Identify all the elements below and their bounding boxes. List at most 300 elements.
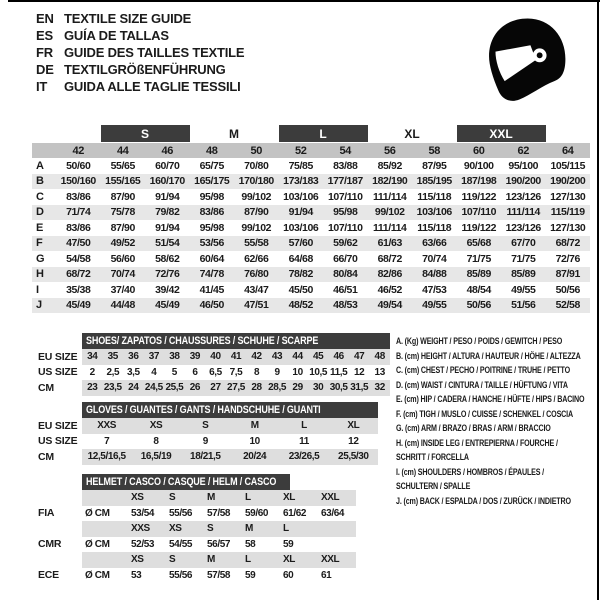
measurement-value: 78/82 <box>288 268 313 281</box>
measurement-value: 115/119 <box>550 206 585 219</box>
measurement-row <box>32 158 590 174</box>
table-title-text: SHOES/ ZAPATOS / CHAUSSURES / SCHUHE / SCARPE <box>86 335 319 347</box>
row-label: US SIZE <box>38 435 78 448</box>
helmet-size-label: M <box>204 490 242 506</box>
shoes-table <box>30 333 390 396</box>
helmet-size-label: XL <box>280 490 318 506</box>
size-band-xxl: XXL <box>457 125 546 142</box>
measurement-value: 107/110 <box>461 206 497 219</box>
size-value: 26 <box>185 380 206 396</box>
measurement-value: 66/70 <box>333 252 358 265</box>
size-value: 8 <box>253 366 260 378</box>
unit-label: Ø CM <box>85 538 110 550</box>
measurement-value: 68/72 <box>555 237 580 250</box>
measurement-value: 160/170 <box>149 175 185 188</box>
language-code: IT <box>36 79 48 94</box>
measurement-value: 187/198 <box>461 175 497 188</box>
measurement-value: 71/75 <box>466 252 491 265</box>
measurement-legend <box>396 335 597 509</box>
helmet-size-label: M <box>242 521 280 537</box>
size-column-header: 42 <box>72 144 84 157</box>
measurement-value: 60/64 <box>199 252 224 265</box>
helmet-size-label: L <box>280 521 318 537</box>
row-label: FIA <box>38 507 55 520</box>
size-value: 7,5 <box>229 366 243 378</box>
helmet-size-value: 60 <box>283 569 294 581</box>
legend-item <box>396 350 597 365</box>
size-value: 28 <box>246 380 267 396</box>
helmet-size-row <box>30 552 382 568</box>
size-value: 2,5 <box>106 366 120 378</box>
size-value: 43 <box>267 349 288 365</box>
table-title-text: HELMET / CASCO / CASQUE / HELM / CASCO <box>86 476 277 488</box>
measurement-value: 70/74 <box>422 252 447 265</box>
helmet-size-value: 56/57 <box>207 538 231 550</box>
size-value: 9 <box>202 435 208 447</box>
measurement-value: 61/63 <box>377 237 402 250</box>
legend-item <box>396 466 597 495</box>
row-label: US SIZE <box>38 366 78 379</box>
size-value: 11,5 <box>330 366 348 378</box>
measurement-value: 87/90 <box>110 221 135 234</box>
measurement-value: 50/56 <box>555 283 580 296</box>
size-row <box>30 434 378 450</box>
measurement-row <box>32 220 590 236</box>
unit-spacer <box>82 490 128 506</box>
size-value: 27,5 <box>226 380 247 396</box>
size-value: 6 <box>192 366 198 378</box>
size-value: 2 <box>89 366 95 378</box>
measurement-value: 58/62 <box>155 252 180 265</box>
measurement-value: 49/55 <box>511 283 536 296</box>
unit-spacer <box>82 552 128 568</box>
size-value: 4 <box>151 366 157 378</box>
size-value: 16,5/19 <box>131 449 180 465</box>
size-value: M <box>230 418 279 434</box>
language-code: FR <box>36 45 53 60</box>
legend-line: H. (cm) INSIDE LEG / ENTREPIERNA / FOURCHE / <box>396 437 558 449</box>
measurement-value: 55/65 <box>110 159 135 172</box>
helmet-size-label: XS <box>128 552 166 568</box>
helmet-size-value: 53/54 <box>131 507 155 519</box>
measurement-value: 119/122 <box>461 190 497 203</box>
measurement-value: 103/106 <box>283 190 319 203</box>
row-label: ECE <box>38 569 59 582</box>
measurement-value: 83/86 <box>66 190 91 203</box>
row-label: EU SIZE <box>38 350 78 363</box>
size-value: 10,5 <box>309 366 328 378</box>
size-value: 5 <box>171 366 177 378</box>
size-value: 42 <box>246 349 267 365</box>
size-value: 28,5 <box>267 380 288 396</box>
measurement-value: 55/58 <box>244 237 269 250</box>
size-value: 13 <box>374 366 385 378</box>
legend-line: I. (cm) SHOULDERS / HOMBROS / ÉPAULES / <box>396 466 545 478</box>
measurement-value: 87/95 <box>422 159 447 172</box>
helmet-size-value: 57/58 <box>207 507 231 519</box>
measurement-value: 127/130 <box>550 190 586 203</box>
measurement-value: 83/86 <box>66 221 91 234</box>
size-value: 34 <box>82 349 103 365</box>
measurement-value: 115/118 <box>417 190 452 203</box>
size-value: 36 <box>123 349 144 365</box>
size-value: 12 <box>354 366 365 378</box>
language-title: TEXTILE SIZE GUIDE <box>64 11 192 26</box>
measurement-value: 47/53 <box>422 283 447 296</box>
measurement-value: 48/52 <box>288 299 313 312</box>
helmet-size-label <box>318 521 356 537</box>
measurement-value: 80/84 <box>333 268 358 281</box>
helmet-size-value: 59 <box>245 569 256 581</box>
measurement-value: 91/94 <box>155 190 180 203</box>
measurement-value: 41/45 <box>199 283 224 296</box>
size-value: 23 <box>82 380 103 396</box>
measurement-value: 52/58 <box>555 299 580 312</box>
measurement-value: 45/50 <box>288 283 313 296</box>
measurement-value: 56/60 <box>110 252 135 265</box>
measurement-value: 47/51 <box>244 299 269 312</box>
helmet-icon <box>478 13 570 105</box>
size-band-m: M <box>229 126 239 141</box>
measurement-value: 48/54 <box>466 283 491 296</box>
size-value: 38 <box>164 349 185 365</box>
measurement-value: 68/72 <box>377 252 402 265</box>
gloves-table <box>30 402 378 465</box>
measurement-value: 99/102 <box>374 206 405 219</box>
language-list <box>36 10 244 95</box>
measurement-value: 83/88 <box>333 159 358 172</box>
size-value: 23,5 <box>103 380 124 396</box>
helmet-size-label: XXS <box>128 521 166 537</box>
helmet-size-label: XXL <box>318 490 356 506</box>
unit-label: Ø CM <box>85 507 110 519</box>
measurement-value: 46/51 <box>333 283 358 296</box>
measurement-value: 85/89 <box>466 268 491 281</box>
helmet-size-label: L <box>242 552 280 568</box>
language-line <box>36 27 244 44</box>
size-value: 7 <box>104 435 110 447</box>
measurement-value: 107/110 <box>327 190 363 203</box>
measurement-value: 182/190 <box>372 175 408 188</box>
measurement-value: 190/200 <box>550 175 586 188</box>
row-label: EU SIZE <box>38 419 78 432</box>
helmet-size-value: 61 <box>321 569 332 581</box>
table-title <box>82 402 378 418</box>
measurement-value: 95/98 <box>199 221 224 234</box>
measurement-value: 49/55 <box>422 299 447 312</box>
measurement-value: 115/118 <box>417 221 452 234</box>
measurement-value: 44/48 <box>110 299 135 312</box>
size-value: 12,5/16,5 <box>82 449 131 465</box>
measurement-value: 85/92 <box>377 159 402 172</box>
measurement-value: 87/90 <box>110 190 135 203</box>
helmet-size-label: XL <box>280 552 318 568</box>
legend-item <box>396 408 597 423</box>
measurement-value: 62/66 <box>244 252 269 265</box>
unit-spacer <box>82 521 128 537</box>
size-value: 25,5 <box>164 380 185 396</box>
measurement-value: 95/98 <box>199 190 224 203</box>
size-value: 3,5 <box>126 366 140 378</box>
measurement-row <box>32 189 590 205</box>
size-column-header: 50 <box>250 144 262 157</box>
helmet-size-label: L <box>242 490 280 506</box>
size-value: 24 <box>123 380 144 396</box>
helmet-size-value: 53 <box>131 569 142 581</box>
helmet-size-row <box>30 490 382 506</box>
size-column-header: 58 <box>428 144 440 157</box>
size-band-row <box>32 125 590 142</box>
measurement-value: 105/115 <box>550 159 586 172</box>
helmet-table <box>30 474 382 583</box>
legend-line: G. (cm) ARM / BRAZO / BRAS / ARM / BRACCIO <box>396 423 551 434</box>
measurement-value: 95/100 <box>508 159 539 172</box>
helmet-data-row <box>30 568 382 584</box>
size-value: 9 <box>274 366 280 378</box>
language-title: TEXTILGRÖßENFÜHRUNG <box>64 62 226 77</box>
table-title-text: GLOVES / GUANTES / GANTS / HANDSCHUHE / GUANTI <box>86 404 321 416</box>
measurement-value: 90/100 <box>463 159 494 172</box>
measurement-value: 71/75 <box>511 252 536 265</box>
measurement-value: 64/68 <box>288 252 313 265</box>
measurement-value: 35/38 <box>66 283 91 296</box>
size-value: 6,5 <box>209 366 222 378</box>
measurement-value: 91/94 <box>155 221 180 234</box>
measurement-value: 43/47 <box>244 283 269 296</box>
language-title: GUIDA ALLE TAGLIE TESSILI <box>64 79 241 94</box>
row-label: I <box>36 283 40 296</box>
measurement-row <box>32 298 590 314</box>
size-band-s: S <box>101 125 190 142</box>
size-value: 40 <box>205 349 226 365</box>
frame-right-border <box>597 0 599 600</box>
size-row <box>30 418 378 434</box>
measurement-value: 91/94 <box>288 206 313 219</box>
size-value: 31,5 <box>349 380 370 396</box>
measurement-value: 48/53 <box>333 299 358 312</box>
measurement-value: 54/58 <box>66 252 91 265</box>
size-value: 39 <box>185 349 206 365</box>
size-value: 35 <box>103 349 124 365</box>
table-title <box>82 333 390 349</box>
measurement-value: 103/106 <box>416 206 452 219</box>
measurement-value: 72/76 <box>555 252 580 265</box>
size-number-row <box>32 143 590 158</box>
size-value: 25,5/30 <box>329 449 378 465</box>
row-label: CM <box>38 381 54 394</box>
legend-item <box>396 393 597 408</box>
size-value: 23/26,5 <box>279 449 328 465</box>
helmet-size-value <box>318 537 356 553</box>
size-row <box>30 365 390 381</box>
size-column-header: 44 <box>117 144 129 157</box>
size-column-header: 60 <box>473 144 485 157</box>
row-label: F <box>36 237 43 250</box>
legend-item <box>396 379 597 394</box>
size-value: 30,5 <box>328 380 349 396</box>
helmet-size-label: S <box>166 490 204 506</box>
legend-line: C. (cm) CHEST / PECHO / POITRINE / TRUHE / PETTO <box>396 365 570 376</box>
legend-line: E. (cm) HIP / CADERA / HANCHE / HÜFTE / HIPS / BACINO <box>396 394 585 405</box>
size-value: XS <box>131 418 180 434</box>
legend-item <box>396 422 597 437</box>
language-line <box>36 78 244 95</box>
measurement-row <box>32 236 590 252</box>
row-label: H <box>36 268 44 281</box>
measurement-row <box>32 282 590 298</box>
helmet-size-value: 61/62 <box>283 507 307 519</box>
measurement-value: 63/66 <box>422 237 447 250</box>
measurement-value: 75/85 <box>288 159 313 172</box>
size-band-l: L <box>279 125 368 142</box>
measurement-value: 150/160 <box>60 175 96 188</box>
helmet-size-label: XS <box>166 521 204 537</box>
language-title: GUÍA DE TALLAS <box>64 28 169 43</box>
measurement-value: 60/70 <box>155 159 180 172</box>
size-value: 48 <box>369 349 390 365</box>
measurement-value: 65/68 <box>466 237 491 250</box>
legend-item <box>396 335 597 350</box>
helmet-size-value: 63/64 <box>321 507 345 519</box>
language-code: ES <box>36 28 53 43</box>
size-column-header: 48 <box>206 144 218 157</box>
measurement-value: 177/187 <box>327 175 363 188</box>
legend-line: B. (cm) HEIGHT / ALTURA / HAUTEUR / HÖHE / ALTEZZA <box>396 350 581 362</box>
language-line <box>36 10 244 27</box>
measurement-value: 107/110 <box>327 221 363 234</box>
size-column-header: 54 <box>339 144 351 157</box>
measurement-value: 68/72 <box>66 268 91 281</box>
size-value: 30 <box>308 380 329 396</box>
size-column-header: 46 <box>161 144 173 157</box>
size-value: 45 <box>308 349 329 365</box>
measurement-value: 65/75 <box>199 159 224 172</box>
helmet-size-label: M <box>204 552 242 568</box>
size-value: 11 <box>299 435 309 447</box>
measurement-value: 51/56 <box>511 299 536 312</box>
size-value: 32 <box>369 380 390 396</box>
legend-line: D. (cm) WAIST / CINTURA / TAILLE / HÜFTUNG / VITA <box>396 379 568 391</box>
helmet-size-value: 55/56 <box>169 507 193 519</box>
measurement-value: 70/74 <box>110 268 135 281</box>
row-label: B <box>36 175 44 188</box>
helmet-data-row <box>30 537 382 553</box>
row-label: CM <box>38 450 54 463</box>
measurement-value: 49/52 <box>110 237 135 250</box>
measurement-value: 49/54 <box>377 299 402 312</box>
helmet-data-row <box>30 506 382 522</box>
row-label: E <box>36 221 44 234</box>
measurement-value: 99/102 <box>241 190 272 203</box>
main-size-table <box>32 125 590 313</box>
size-value: 8 <box>153 435 159 447</box>
measurement-value: 57/60 <box>288 237 313 250</box>
legend-item <box>396 364 597 379</box>
helmet-size-label: S <box>204 521 242 537</box>
measurement-value: 67/70 <box>511 237 536 250</box>
measurement-value: 70/80 <box>244 159 269 172</box>
size-band-empty <box>56 125 101 142</box>
measurement-value: 82/86 <box>377 268 402 281</box>
measurement-value: 84/88 <box>422 268 447 281</box>
measurement-value: 45/49 <box>155 299 180 312</box>
measurement-value: 75/78 <box>110 206 135 219</box>
size-band-empty <box>546 125 591 142</box>
size-value: 10 <box>249 435 260 447</box>
measurement-value: 111/114 <box>373 221 407 234</box>
measurement-value: 51/54 <box>155 237 180 250</box>
row-label: A <box>36 159 44 172</box>
legend-line: A. (Kg) WEIGHT / PESO / POIDS / GEWITCH / PESO <box>396 336 563 347</box>
measurement-value: 127/130 <box>550 221 586 234</box>
size-column-header: 62 <box>517 144 529 157</box>
measurement-value: 46/52 <box>377 283 402 296</box>
measurement-row <box>32 267 590 283</box>
measurement-value: 37/40 <box>110 283 135 296</box>
measurement-value: 46/50 <box>199 299 224 312</box>
size-column-header: 56 <box>384 144 396 157</box>
measurement-value: 79/82 <box>155 206 180 219</box>
legend-item <box>396 495 597 510</box>
measurement-value: 190/200 <box>505 175 541 188</box>
measurement-value: 173/183 <box>283 175 319 188</box>
table-title-row <box>30 402 378 418</box>
measurement-value: 85/89 <box>511 268 536 281</box>
measurement-value: 123/126 <box>505 221 541 234</box>
helmet-size-label: S <box>166 552 204 568</box>
measurement-value: 45/49 <box>66 299 91 312</box>
measurement-value: 111/114 <box>506 206 540 219</box>
helmet-size-value: 54/55 <box>169 538 193 550</box>
size-band-xl: XL <box>404 126 420 141</box>
size-value: 10 <box>292 366 303 378</box>
helmet-size-value: 52/53 <box>131 538 155 550</box>
language-line <box>36 44 244 61</box>
size-row <box>30 380 390 396</box>
measurement-value: 165/175 <box>194 175 230 188</box>
measurement-row <box>32 205 590 221</box>
helmet-size-value: 57/58 <box>207 569 231 581</box>
helmet-size-row <box>30 521 382 537</box>
row-label: G <box>36 252 45 265</box>
measurement-value: 83/86 <box>199 206 224 219</box>
helmet-size-value: 59/60 <box>245 507 269 519</box>
helmet-size-label: XXL <box>318 552 356 568</box>
language-code: EN <box>36 11 54 26</box>
size-value: XXS <box>82 418 131 434</box>
size-value: 37 <box>144 349 165 365</box>
size-value: 29 <box>287 380 308 396</box>
measurement-value: 76/80 <box>244 268 269 281</box>
size-column-header: 52 <box>295 144 307 157</box>
measurement-value: 72/76 <box>155 268 180 281</box>
size-value: 20/24 <box>230 449 279 465</box>
size-value: 46 <box>328 349 349 365</box>
measurement-value: 99/102 <box>241 221 272 234</box>
legend-item <box>396 437 597 466</box>
band-spacer <box>32 125 56 142</box>
measurement-row <box>32 174 590 190</box>
unit-label: Ø CM <box>85 569 110 581</box>
helmet-size-label: XS <box>128 490 166 506</box>
helmet-size-value: 59 <box>283 538 294 550</box>
table-title <box>82 474 290 490</box>
frame-top-border <box>8 0 600 2</box>
measurement-value: 39/42 <box>155 283 180 296</box>
table-title-row <box>30 333 390 349</box>
measurement-row <box>32 251 590 267</box>
measurement-value: 50/60 <box>66 159 91 172</box>
